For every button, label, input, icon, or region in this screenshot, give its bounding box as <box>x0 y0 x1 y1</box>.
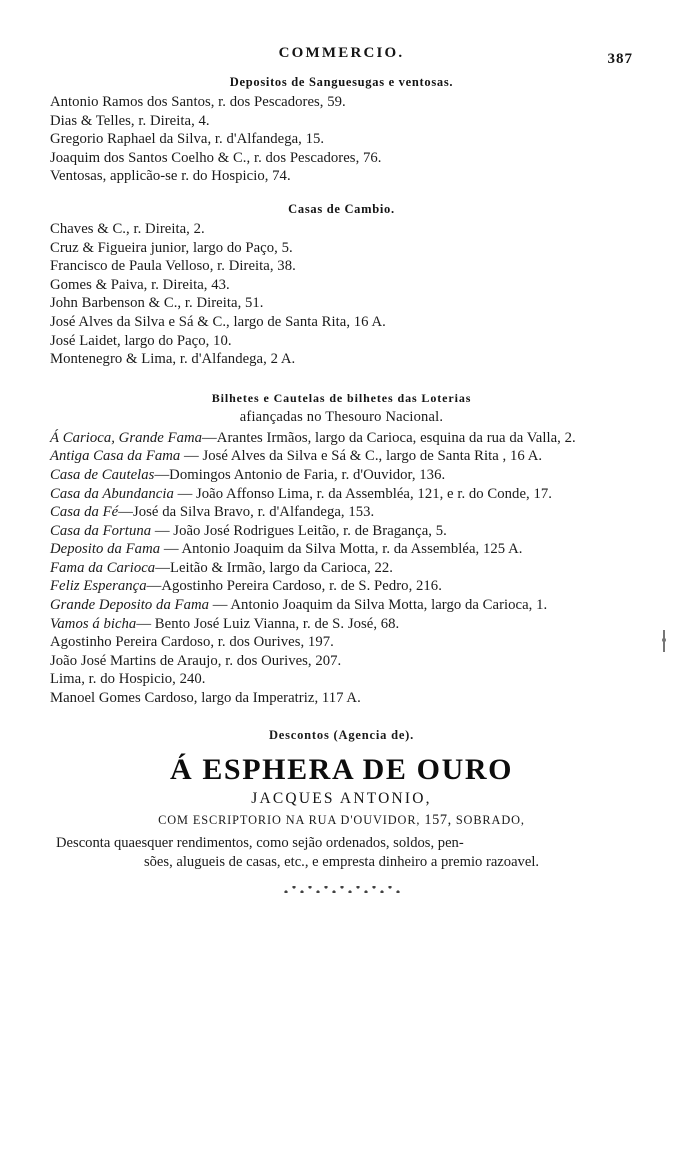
section-bilhetes-loterias <box>50 391 633 708</box>
page-content <box>50 45 633 893</box>
list-item: Antonio Ramos dos Santos, r. dos Pescadores, 59. <box>50 94 346 110</box>
list-item: John Barbenson & C., r. Direita, 51. <box>50 295 264 312</box>
list-item: Montenegro & Lima, r. d'Alfandega, 2 A. <box>50 351 296 368</box>
list-item <box>50 689 633 708</box>
entry-title: Fama da Carioca <box>50 559 156 576</box>
entry-title: Casa da Abundancia <box>50 485 174 502</box>
entry-title: Feliz Esperança <box>50 578 147 595</box>
entry-detail: — João Affonso Lima, r. da Assembléa, 121, e r. do Conde, 17. <box>173 485 552 502</box>
list-item <box>50 652 633 671</box>
spacer <box>50 371 633 387</box>
list-item <box>50 503 633 522</box>
entry-detail: — Bento José Luiz Vianna, r. de S. José, 68. <box>136 615 400 632</box>
list-item: Joaquim dos Santos Coelho & C., r. dos Pescadores, 76. <box>50 149 382 166</box>
list-item <box>50 670 633 689</box>
entry-list <box>50 93 633 186</box>
section-sanguesugas <box>50 75 633 186</box>
ad-body <box>50 834 633 872</box>
margin-mark <box>663 630 665 652</box>
ad-address-post: SOBRADO, <box>455 812 525 827</box>
list-item: Gregorio Raphael da Silva, r. d'Alfandega, 15. <box>50 131 325 148</box>
entry-detail: — João José Rodrigues Leitão, r. de Bragança, 5. <box>151 522 447 539</box>
entry-detail: —Arantes Irmãos, largo da Carioca, esquina da rua da Valla, 2. <box>202 429 576 446</box>
entry-detail: Lima, r. do Hospicio, 240. <box>50 671 206 688</box>
page-header <box>50 45 633 71</box>
list-item: Francisco de Paula Velloso, r. Direita, 38. <box>50 258 296 275</box>
list-item <box>50 540 633 559</box>
ad-title: Á ESPHERA DE OURO <box>169 752 514 786</box>
entry-detail: —Domingos Antonio de Faria, r. d'Ouvidor, 136. <box>154 466 446 483</box>
spacer <box>50 188 633 198</box>
list-item <box>50 466 633 485</box>
ad-body-line-1: Desconta quaesquer rendimentos, como sejão ordenados, soldos, pen- <box>56 834 464 851</box>
list-item <box>50 485 633 504</box>
entry-detail: Agostinho Pereira Cardoso, r. dos Ourives, 197. <box>50 634 334 651</box>
ad-advertiser-name: JACQUES ANTONIO, <box>251 789 432 807</box>
list-item <box>50 447 633 466</box>
section-casas-de-cambio <box>50 202 633 369</box>
ad-kicker: Descontos (Agencia de). <box>268 727 415 742</box>
ad-address <box>50 812 633 829</box>
advertisement-block <box>50 728 633 893</box>
entry-list <box>50 429 633 708</box>
entry-title: Á Carioca, Grande Fama <box>50 429 203 446</box>
list-item <box>50 615 633 634</box>
ad-address-pre: COM ESCRIPTORIO NA RUA D'OUVIDOR, <box>158 812 421 827</box>
list-item <box>50 559 633 578</box>
entry-title: Casa da Fé <box>50 504 119 521</box>
list-item: José Laidet, largo do Paço, 10. <box>50 332 232 349</box>
list-item <box>50 429 633 448</box>
section-heading: Casas de Cambio. <box>288 201 395 216</box>
entry-title: Antiga Casa da Fama <box>50 448 181 465</box>
entry-detail: — José Alves da Silva e Sá & C., largo de Santa Rita , 16 A. <box>180 448 543 465</box>
list-item: Chaves & C., r. Direita, 2. <box>50 220 205 237</box>
entry-title: Casa da Fortuna <box>50 522 152 539</box>
ad-body-line-2: sões, alugueis de casas, etc., e empresta dinheiro a premio razoavel. <box>143 853 540 870</box>
running-head: COMMERCIO. <box>278 45 405 61</box>
list-item: Dias & Telles, r. Direita, 4. <box>50 112 210 129</box>
list-item <box>50 522 633 541</box>
entry-detail: —Leitão & Irmão, largo da Carioca, 22. <box>155 559 393 576</box>
ad-address-number: 157, <box>424 811 452 828</box>
entry-title: Vamos á bicha <box>50 615 137 632</box>
list-item: José Alves da Silva e Sá & C., largo de Santa Rita, 16 A. <box>50 313 386 330</box>
list-item: Gomes & Paiva, r. Direita, 43. <box>50 276 230 293</box>
entry-detail: —José da Silva Bravo, r. d'Alfandega, 153. <box>118 504 375 521</box>
entry-title: Grande Deposito da Fama <box>50 597 210 614</box>
entry-detail: — Antonio Joaquim da Silva Motta, r. da Assembléa, 125 A. <box>160 541 523 558</box>
list-item <box>50 596 633 615</box>
entry-detail: —Agostinho Pereira Cardoso, r. de S. Pedro, 216. <box>146 578 442 595</box>
entry-detail: — Antonio Joaquim da Silva Motta, largo da Carioca, 1. <box>209 597 548 614</box>
entry-detail: João José Martins de Araujo, r. dos Ourives, 207. <box>50 652 342 669</box>
page-number: 387 <box>607 51 633 67</box>
section-heading: Bilhetes e Cautelas de bilhetes das Loterias <box>211 390 472 405</box>
entry-title: Casa de Cautelas <box>50 466 155 483</box>
entry-title: Deposito da Fama <box>50 541 161 558</box>
list-item <box>50 577 633 596</box>
entry-detail: Manoel Gomes Cardoso, largo da Imperatriz, 117 A. <box>50 690 361 707</box>
list-item: Cruz & Figueira junior, largo do Paço, 5. <box>50 239 293 256</box>
section-heading: Depositos de Sanguesugas e ventosas. <box>229 75 454 89</box>
section-subheading: afiançadas no Thesouro Nacional. <box>239 408 444 425</box>
list-item: Ventosas, applicão-se r. do Hospicio, 74. <box>50 168 291 185</box>
entry-list <box>50 220 633 369</box>
ornament-rule <box>282 886 402 893</box>
list-item <box>50 633 633 652</box>
